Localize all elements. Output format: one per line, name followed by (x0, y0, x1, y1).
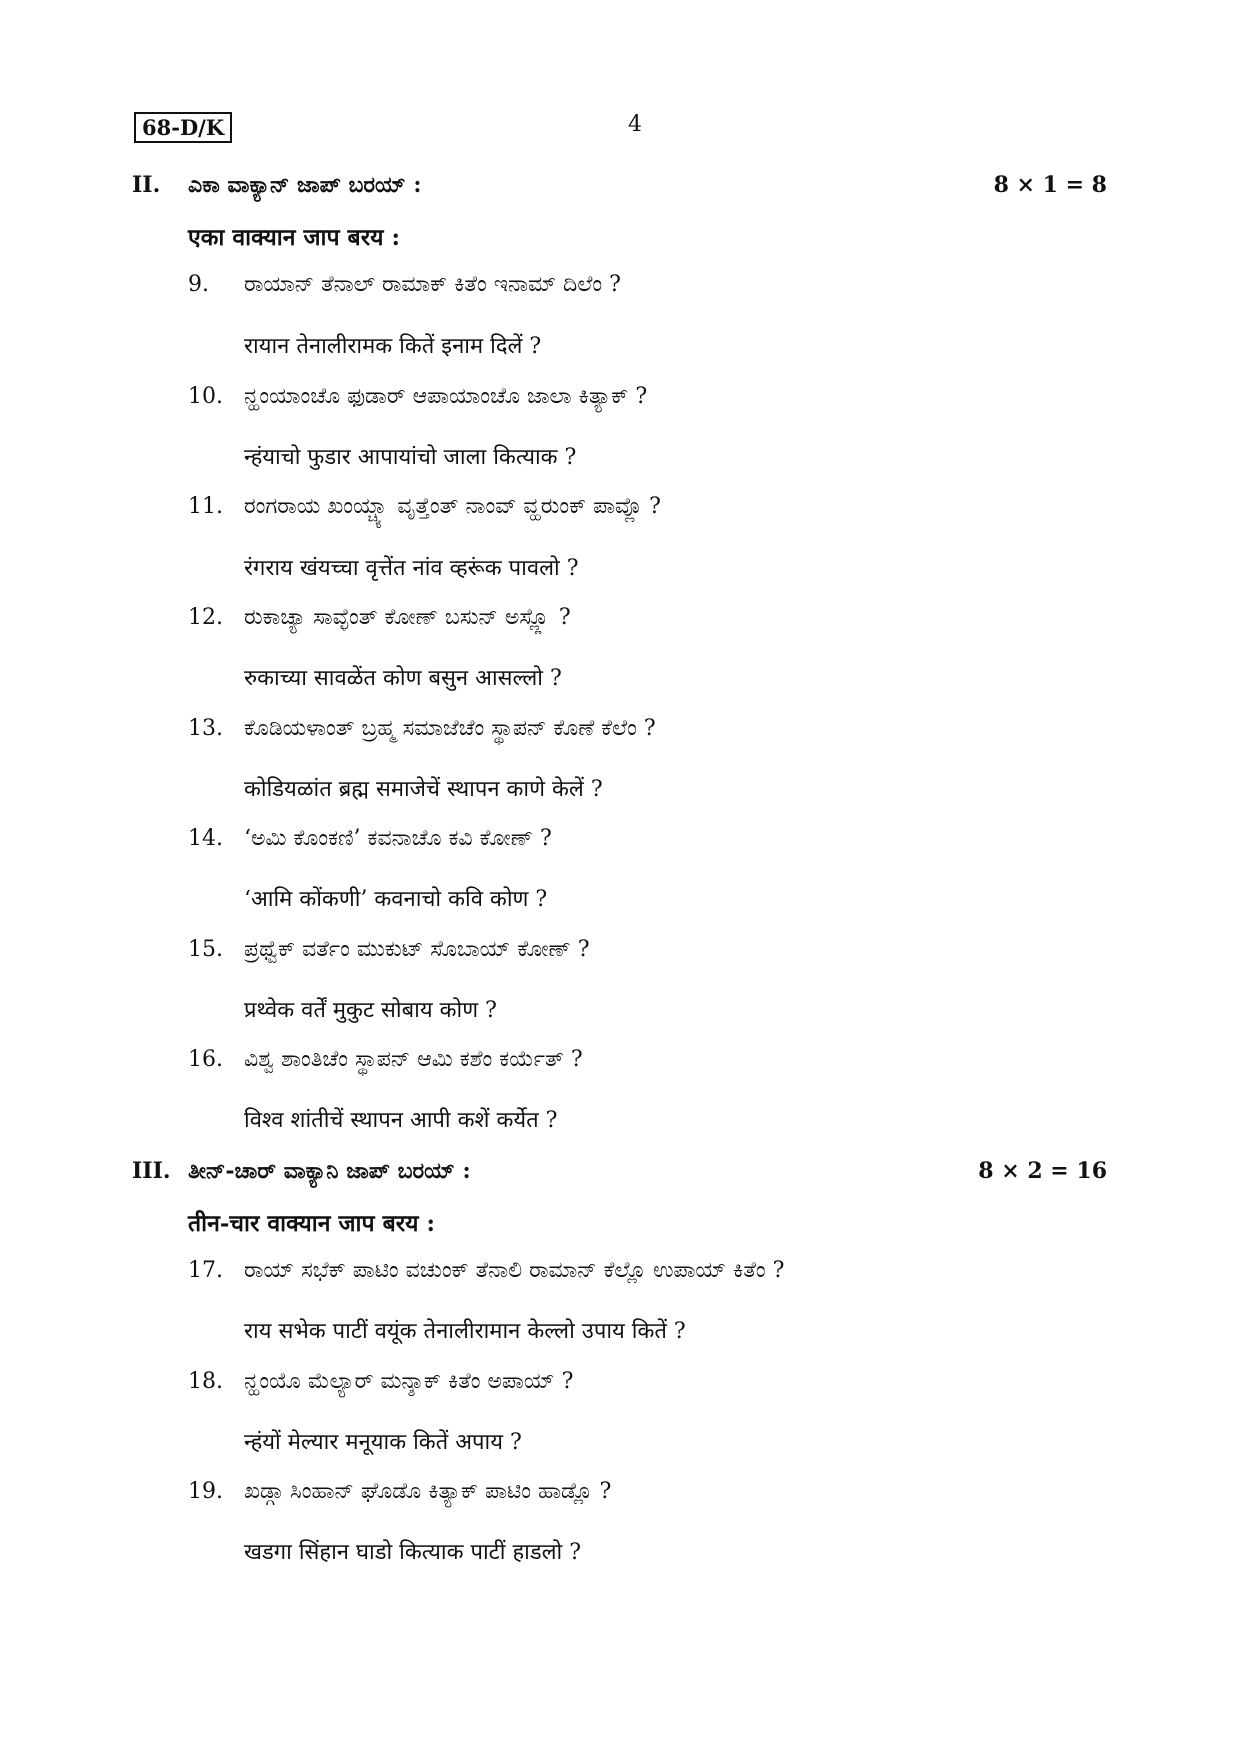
question-number: 12. (188, 605, 223, 630)
section-title-devanagari: तीन-चार वाक्यान जाप बरय : (188, 1210, 435, 1237)
question-devanagari: खडगा सिंहान घाडो कित्याक पाटीं हाडलो ? (244, 1540, 582, 1565)
section-marks: 8 × 2 = 16 (978, 1158, 1107, 1184)
section-number: III. (132, 1158, 171, 1184)
question-number: 15. (188, 937, 223, 962)
question-kannada: ರಾಯಾನ್ ತೆನಾಲ್ ರಾಮಾಕ್ ಕಿತೆಂ ಇನಾಮ್ ದಿಲೆಂ ? (244, 272, 621, 297)
question-kannada: ರಾಯ್ ಸಭೆಕ್ ಪಾಟಿಂ ವಚುಂಕ್ ತೆನಾಲಿ ರಾಮಾನ್ ಕೆಲ್ಲೊ ಉಪಾಯ್ ಕಿತೆಂ ? (244, 1258, 785, 1283)
section-title-devanagari: एका वाक्यान जाप बरय : (188, 224, 400, 251)
question-kannada: ರಂಗರಾಯ ಖಂಯ್ಚ್ಯಾ ವೃತ್ತೆಂತ್ ನಾಂವ್ ವ್ಹರುಂಕ್ ಪಾವ್ಲೊ ? (244, 494, 661, 519)
question-number: 10. (188, 384, 223, 409)
question-number: 18. (188, 1369, 223, 1394)
question-kannada: ನ್ಹಂಯಾಂಚೊ ಫುಡಾರ್ ಆಪಾಯಾಂಚೊ ಜಾಲಾ ಕಿತ್ಯಾಕ್ ? (244, 384, 648, 409)
section-title-kannada: ಎಕಾ ವಾಕ್ಯಾನ್ ಜಾಪ್ ಬರಯ್ : (188, 172, 422, 198)
question-devanagari: विश्व शांतीचें स्थापन आपी कशें कर्येत ? (244, 1108, 558, 1133)
question-number: 17. (188, 1258, 223, 1283)
question-kannada: ರುಕಾಚ್ಯಾ ಸಾವ್ಳೆಂತ್ ಕೋಣ್ ಬಸುನ್ ಅಸ್ಲ್ಲೊ ? (244, 605, 571, 630)
question-devanagari: कोडियळांत ब्रह्म समाजेचें स्थापन काणे केलें ? (244, 777, 603, 802)
question-devanagari: प्रथ्वेक वर्तें मुकुट सोबाय कोण ? (244, 998, 497, 1023)
question-devanagari: न्हंयों मेल्यार मनूयाक कितें अपाय ? (244, 1430, 522, 1455)
question-kannada: ವಿಶ್ವ ಶಾಂತಿಚೆಂ ಸ್ಥಾಪನ್ ಆಮಿ ಕಶೆಂ ಕರ್ಯೆತ್ ? (244, 1047, 583, 1072)
question-number: 19. (188, 1479, 223, 1504)
paper-code-box: 68-D/K (134, 112, 232, 143)
question-number: 16. (188, 1047, 223, 1072)
question-devanagari: ‘आमि कोंकणी’ कवनाचो कवि कोण ? (244, 887, 548, 912)
question-number: 9. (188, 272, 209, 297)
question-number: 11. (188, 494, 223, 519)
question-kannada: ಪ್ರಥ್ವೆಕ್ ವರ್ತೆಂ ಮುಕುಟ್ ಸೊಬಾಯ್ ಕೋಣ್ ? (244, 937, 590, 962)
question-devanagari: न्हंयाचो फुडार आपायांचो जाला कित्याक ? (244, 445, 577, 470)
question-kannada: ನ್ಹಂಯೊ ಮೆಲ್ಯಾರ್ ಮನ್ಶಾಕ್ ಕಿತೆಂ ಅಪಾಯ್ ? (244, 1369, 574, 1394)
question-kannada: ಕೊಡಿಯಳಾಂತ್ ಬ್ರಹ್ಮ ಸಮಾಜೆಚೆಂ ಸ್ಥಾಪನ್ ಕೊಣೆ ಕೆಲೆಂ ? (244, 716, 656, 741)
question-devanagari: रायान तेनालीरामक कितें इनाम दिलें ? (244, 334, 542, 359)
question-kannada: ಖಡ್ಗಾ ಸಿಂಹಾನ್ ಘೊಡೊ ಕಿತ್ಯಾಕ್ ಪಾಟಿಂ ಹಾಡ್ಲೊ ? (244, 1479, 612, 1504)
page-number: 4 (628, 112, 642, 137)
question-devanagari: रुकाच्या सावळेंत कोण बसुन आसल्लो ? (244, 666, 562, 691)
section-title-kannada: ತೀನ್-ಚಾರ್ ವಾಕ್ಯಾನಿ ಜಾಪ್ ಬರಯ್ : (188, 1158, 471, 1184)
section-number: II. (132, 172, 161, 198)
question-number: 14. (188, 826, 223, 851)
section-marks: 8 × 1 = 8 (993, 172, 1107, 198)
question-devanagari: रंगराय खंयच्चा वृत्तेंत नांव व्हरूंक पावलो ? (244, 556, 579, 581)
question-devanagari: राय सभेक पाटीं वयूंक तेनालीरामान केल्लो उपाय कितें ? (244, 1319, 686, 1344)
question-kannada: ‘ಅಮಿ ಕೊಂಕಣಿ’ ಕವನಾಚೊ ಕವಿ ಕೋಣ್ ? (244, 826, 552, 851)
question-number: 13. (188, 716, 223, 741)
